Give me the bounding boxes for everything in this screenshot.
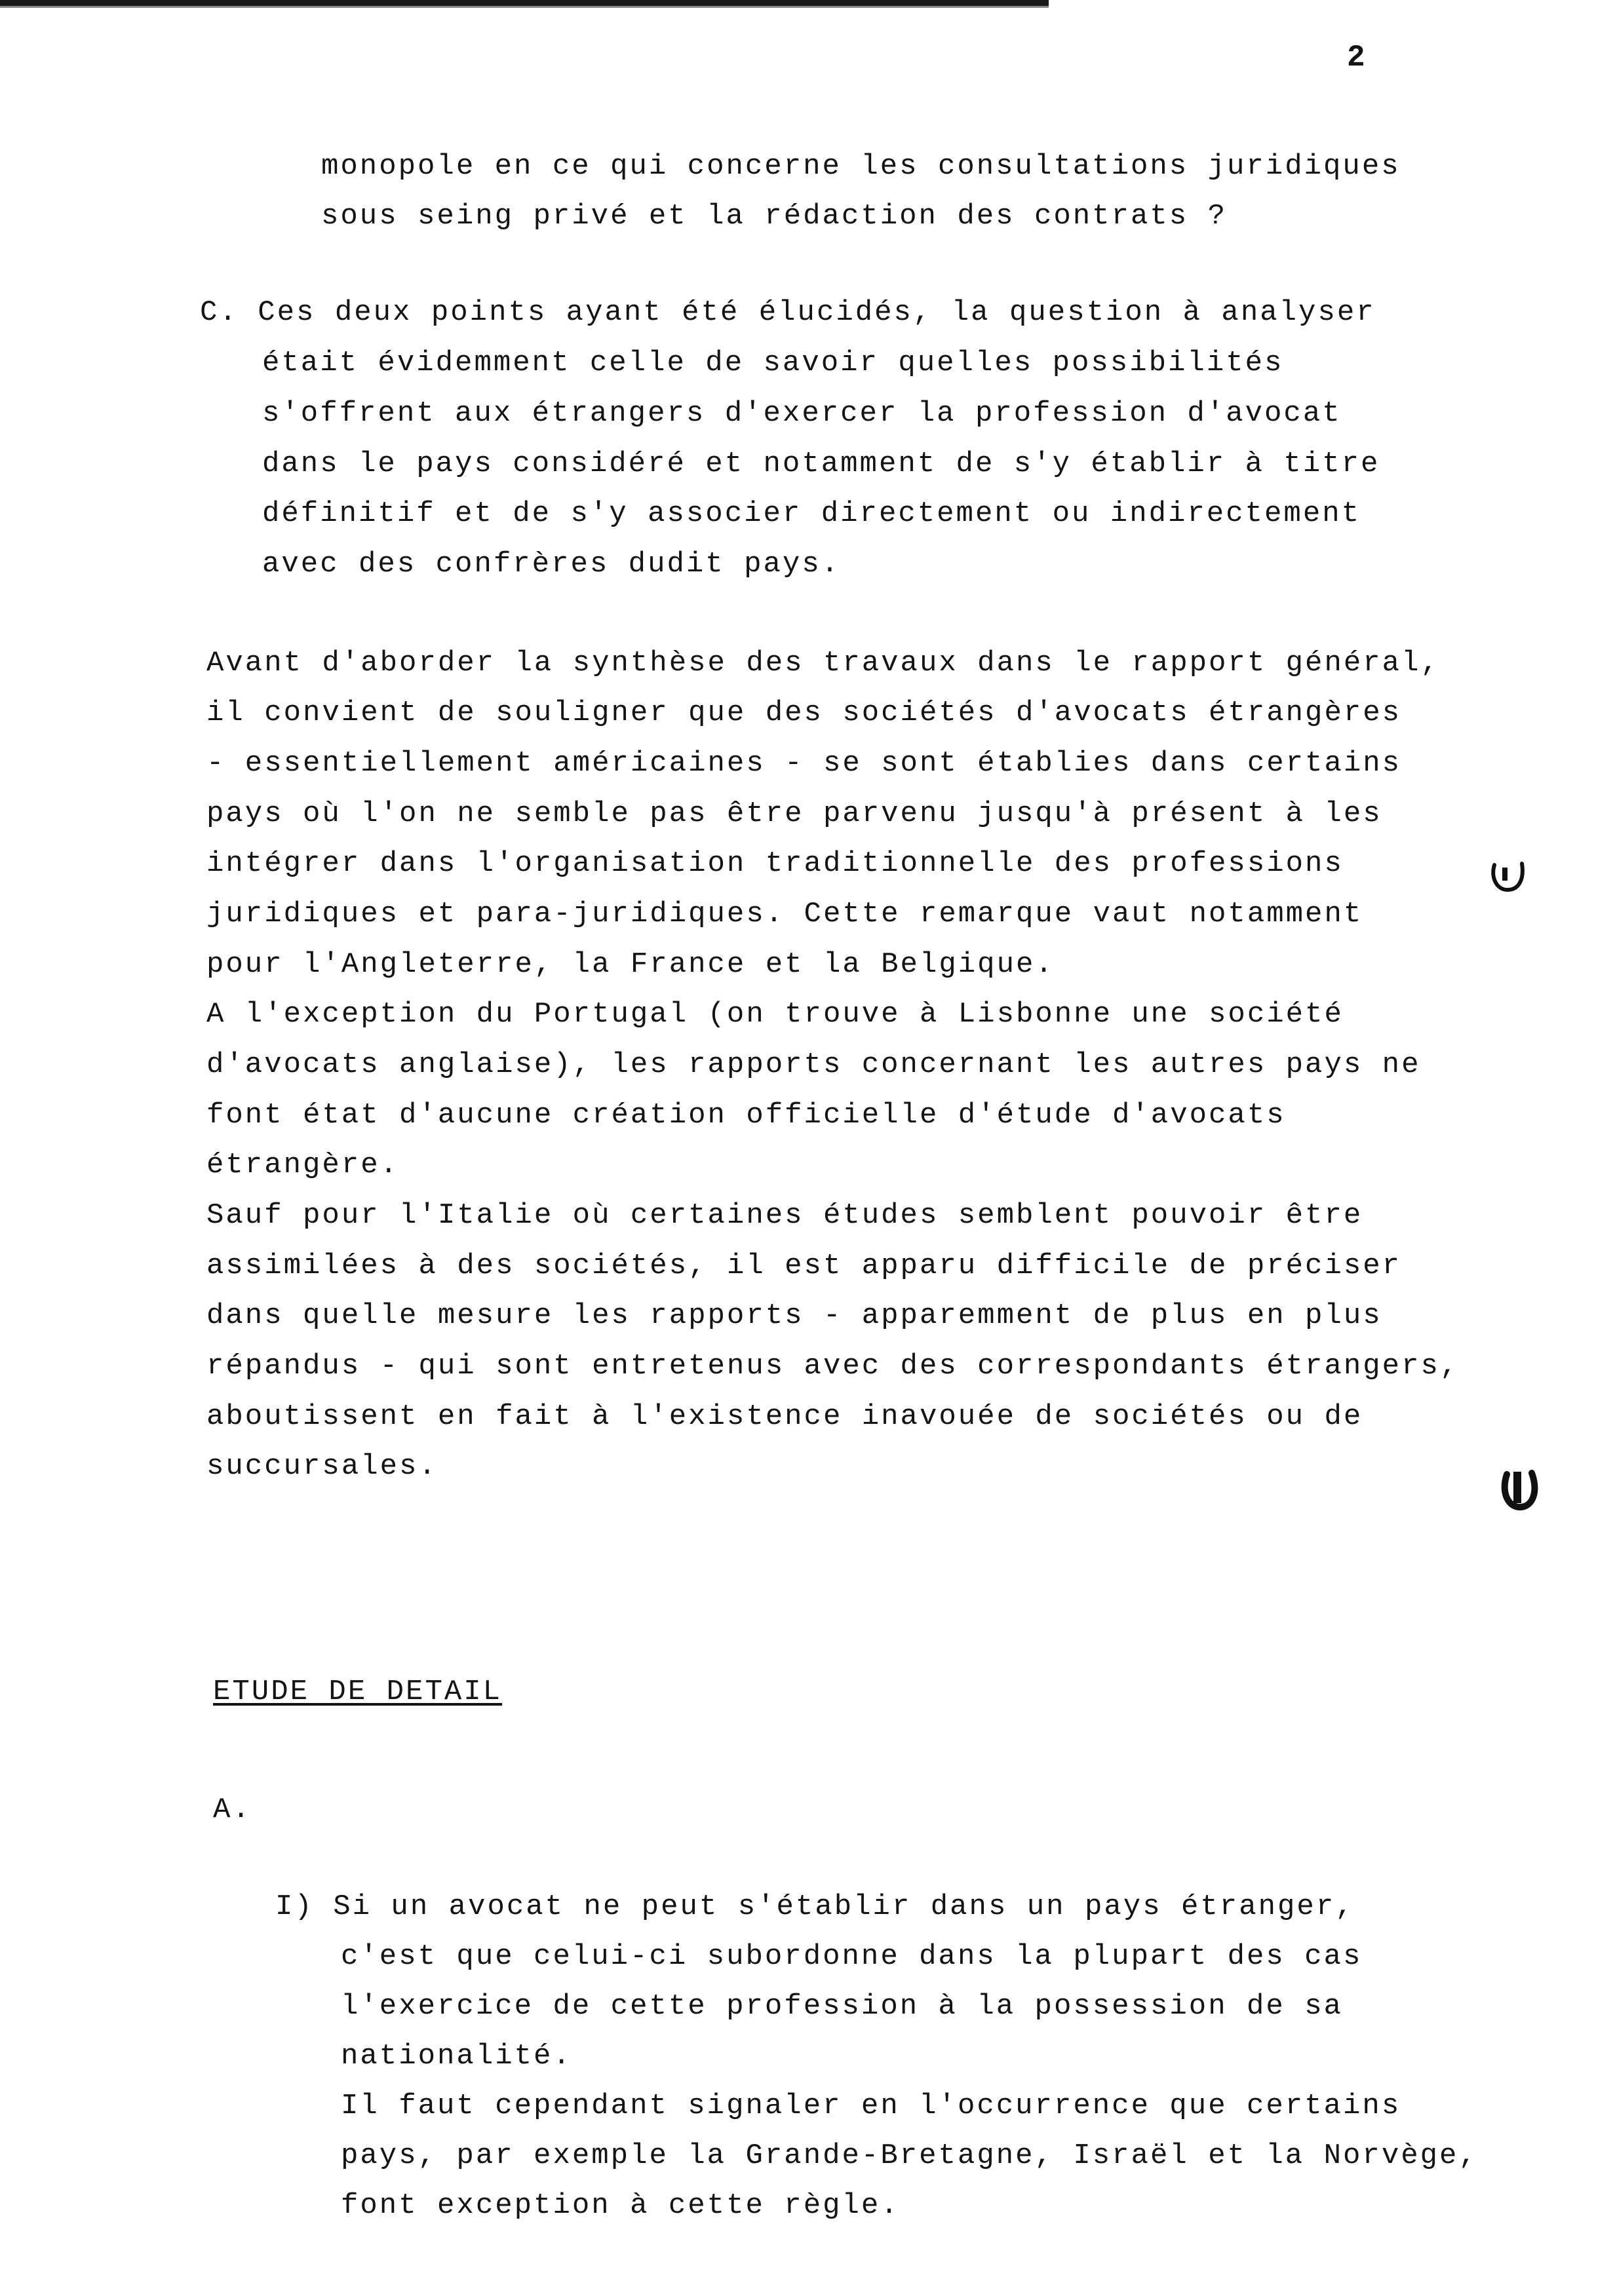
body-line: - essentiellement américaines - se sont établies dans certains xyxy=(206,747,1402,780)
item-line: font exception à cette règle. xyxy=(341,2189,900,2222)
intro-line: monopole en ce qui concerne les consultations juridiques xyxy=(321,150,1401,183)
body-line: juridiques et para-juridiques. Cette remarque vaut notamment xyxy=(206,898,1363,930)
item-line: nationalité. xyxy=(341,2040,572,2073)
section-c-line: C. Ces deux points ayant été élucidés, la question à analyser xyxy=(200,296,1376,329)
body-line: Sauf pour l'Italie où certaines études semblent pouvoir être xyxy=(206,1199,1363,1232)
body-line: intégrer dans l'organisation traditionnelle des professions xyxy=(206,847,1344,880)
body-line: succursales. xyxy=(206,1450,438,1483)
item-line: pays, par exemple la Grande-Bretagne, Israël et la Norvège, xyxy=(341,2139,1478,2172)
body-line: dans quelle mesure les rapports - apparemment de plus en plus xyxy=(206,1299,1382,1332)
section-c-line: avec des confrères dudit pays. xyxy=(262,548,841,581)
intro-line: sous seing privé et la rédaction des contrats ? xyxy=(321,200,1228,233)
body-line: Avant d'aborder la synthèse des travaux dans le rapport général, xyxy=(206,647,1440,679)
body-line: d'avocats anglaise), les rapports concernant les autres pays ne xyxy=(206,1048,1421,1081)
item-line: Il faut cependant signaler en l'occurrence que certains xyxy=(341,2090,1401,2122)
section-c-line: était évidemment celle de savoir quelles possibilités xyxy=(262,347,1284,379)
item-line: l'exercice de cette profession à la possession de sa xyxy=(341,1990,1344,2023)
body-line: pour l'Angleterre, la France et la Belgique. xyxy=(206,948,1055,981)
body-line: il convient de souligner que des sociétés d'avocats étrangères xyxy=(206,697,1402,729)
item-line: c'est que celui-ci subordonne dans la plupart des cas xyxy=(341,1940,1363,1973)
body-line: pays où l'on ne semble pas être parvenu jusqu'à présent à les xyxy=(206,797,1382,830)
body-line: aboutissent en fait à l'existence inavouée de sociétés ou de xyxy=(206,1400,1363,1433)
body-line: font état d'aucune création officielle d'étude d'avocats xyxy=(206,1099,1286,1132)
body-line: assimilées à des sociétés, il est apparu difficile de préciser xyxy=(206,1250,1402,1282)
section-heading: ETUDE DE DETAIL xyxy=(213,1675,503,1708)
margin-mark xyxy=(1498,1468,1544,1514)
body-line: A l'exception du Portugal (on trouve à Lisbonne une société xyxy=(206,998,1344,1031)
item-line: I) Si un avocat ne peut s'établir dans un pays étranger, xyxy=(275,1890,1355,1923)
subsection-label: A. xyxy=(213,1793,252,1826)
section-c-line: dans le pays considéré et notamment de s'y établir à titre xyxy=(262,448,1380,480)
section-c-line: s'offrent aux étrangers d'exercer la profession d'avocat xyxy=(262,397,1342,430)
top-scan-border-shadow xyxy=(0,6,1049,8)
section-c-line: définitif et de s'y associer directement ou indirectement xyxy=(262,497,1361,530)
margin-mark xyxy=(1488,858,1534,898)
top-scan-border xyxy=(0,0,1049,6)
body-line: étrangère. xyxy=(206,1149,400,1181)
body-line: répandus - qui sont entretenus avec des correspondants étrangers, xyxy=(206,1350,1460,1383)
page-number: 2 xyxy=(1347,41,1365,75)
